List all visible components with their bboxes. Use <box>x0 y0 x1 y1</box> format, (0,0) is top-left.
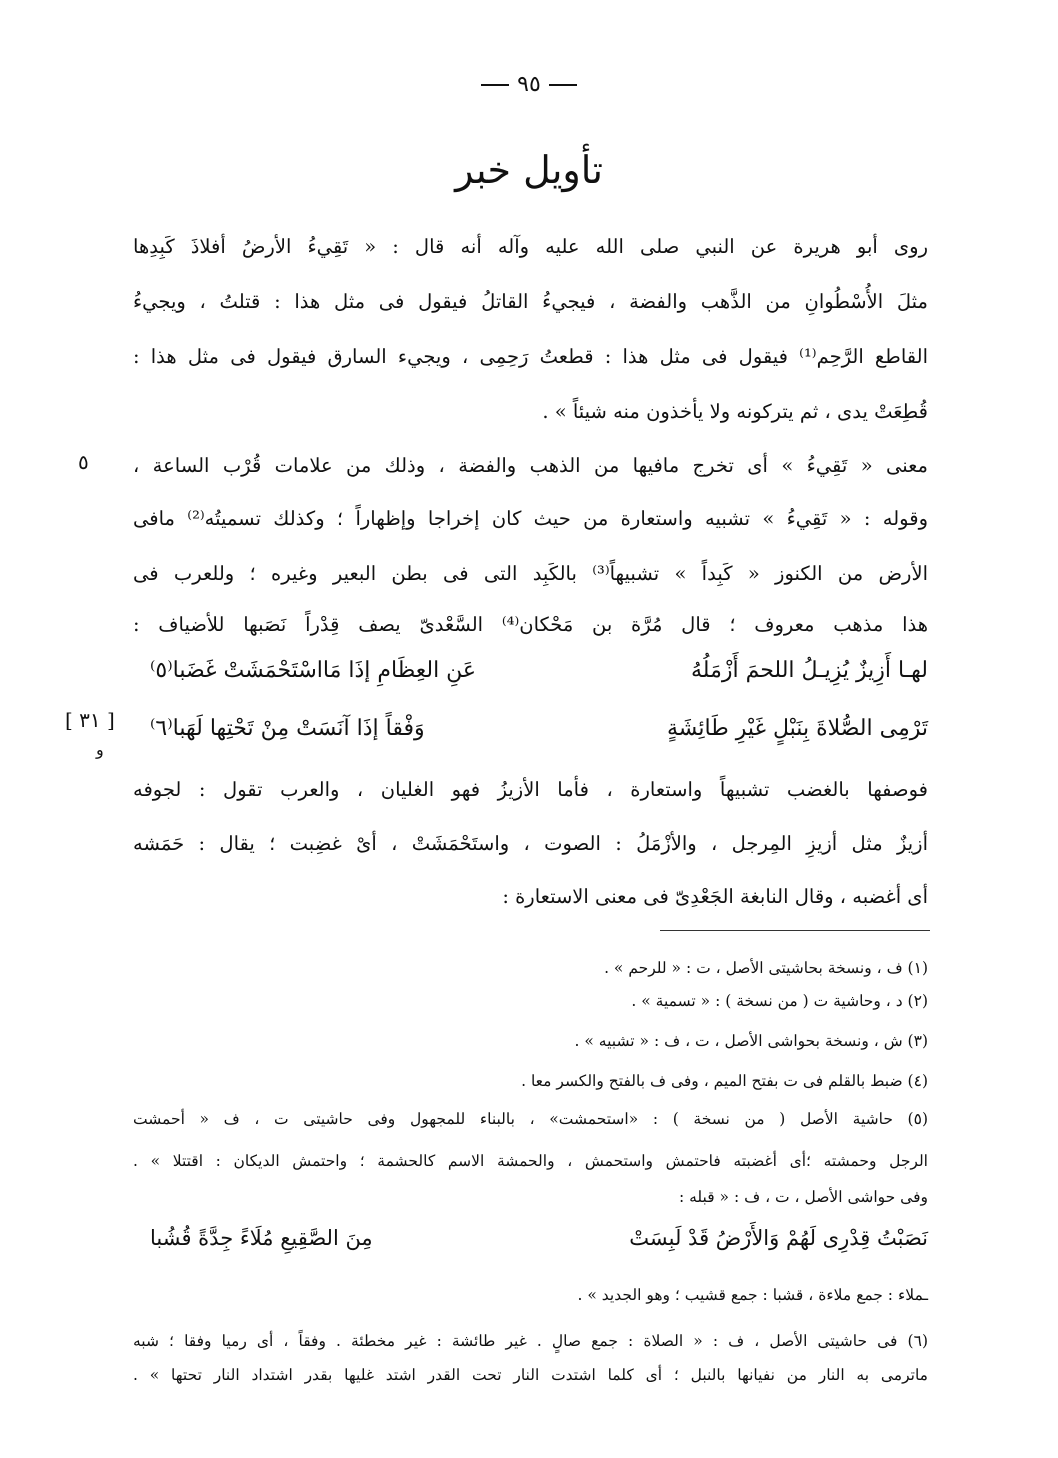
margin-manuscript-ref: [ ٣١ ] <box>65 708 115 732</box>
verse-line <box>150 716 928 756</box>
page-number: ٩٥ <box>0 72 1058 97</box>
footnote-verse <box>150 1226 928 1260</box>
footnote-separator <box>660 930 930 931</box>
section-title: تأويل خبر <box>455 148 603 192</box>
verse-hemistich-second: عَنِ العِظَامِ إذَا مَااسْتَحْمَشَتْ غَضَبا⁽٥⁾ <box>150 658 477 683</box>
body-line: وقوله : « تَقِيءُ » تشبيه واستعارة من حيث كان إخراجا وإظهاراً ؛ وكذلك تسميتُه⁽²⁾ مافى <box>133 507 928 530</box>
page-number-dash-right <box>549 84 577 86</box>
body-line: أى أغضبه ، وقال النابغة الجَعْدِىّ فى معنى الاستعارة : <box>502 885 928 908</box>
body-line: الأرض من الكنوز « كَبِداً » تشبيهاً⁽³⁾ بالكَبِد التى فى بطن البعير وغيره ؛ وللعرب فى <box>133 562 928 585</box>
footnote: الرجل وحمشته ؛أى أغضبته فاحتمش واستحمش ، والحمشة الاسم كالحشمة ؛ واحتمش الديكان : اقتتلا » . <box>133 1152 928 1170</box>
margin-line-number: ٥ <box>78 450 89 474</box>
footnote: (٤) ضبط بالقلم فى ت بفتح الميم ، وفى ف بالفتح والكسر معا . <box>521 1072 928 1090</box>
footnote: (٦) فى حاشيتى الأصل ، ف : « الصلاة : جمع صالٍ . غير طائشة : غير مخطئة . وفقاً ، أى رميا وفقا ؛ شبه <box>133 1332 928 1350</box>
body-line: قُطِعَتْ يدى ، ثم يتركونه ولا يأخذون منه شيئاً » . <box>542 400 928 423</box>
margin-manuscript-ref-side: و <box>96 740 104 759</box>
body-line: فوصفها بالغضب تشبيهاً واستعارة ، فأما الأزيزُ فهو الغليان ، والعرب تقول : لجوفه <box>133 778 928 801</box>
body-line: القاطع الرَّحِم⁽¹⁾ فيقول فى مثل هذا : قطعتُ رَحِمِى ، ويجيء السارق فيقول فى مثل هذا : <box>133 345 928 368</box>
verse-hemistich-first: تَرْمِى الصُّلاةَ بِنَبْلٍ غَيْرِ طَائِشَةٍ <box>666 716 928 741</box>
footnote: ماترمى به النار من نفيانها بالنبل ؛ أى كلما اشتدت النار تحت القدر اشتد غليها بقدر اشتداد النار تحتها » . <box>133 1366 928 1384</box>
verse-line <box>150 658 928 698</box>
body-line: مثلَ الأُسْطُوانِ من الذَّهب والفضة ، فيجيءُ القاتلُ فيقول فى مثل هذا : قتلتُ ، ويجيءُ <box>133 290 928 313</box>
footnote: (١) ف ، ونسخة بحاشيتى الأصل ، ت : « للرحم » . <box>604 959 928 977</box>
body-line: أزيزٌ مثل أزيزِ المِرجل ، والأزْمَلُ : الصوت ، واستَحْمَشَتْ ، أىْ غضِبت ؛ يقال : حَمَشه <box>133 832 928 855</box>
footnote: ـملاء : جمع ملاءة ، قشبا : جمع قشيب ؛ وهو الجديد » . <box>577 1286 928 1304</box>
body-line: معنى « تَقِيءُ » أى تخرج مافيها من الذهب والفضة ، وذلك من علامات قُرْب الساعة ، <box>133 454 928 477</box>
verse-hemistich-first: نَصَبْتُ قِدْرِى لَهُمْ وَالأَرْضُ قَدْ لَبِسَتْ <box>629 1226 928 1250</box>
verse-hemistich-first: لهـا أَزِيزٌ يُزِيـلُ اللحمَ أَزْمَلُهُ <box>691 658 928 683</box>
footnote: (٣) ش ، ونسخة بحواشى الأصل ، ت ، ف : « تشبيه » . <box>574 1032 928 1050</box>
body-line: هذا مذهب معروف ؛ قال مُرَّة بن مَحْكان⁽⁴⁾ السَّعْدىّ يصف قِدْراً نَصَبها للأضياف : <box>133 613 929 636</box>
footnote: وفى حواشى الأصل ، ت ، ف : « قبله : <box>678 1188 928 1206</box>
footnote: (٥) حاشية الأصل ( من نسخة ) : «استحمشت» ، بالبناء للمجهول وفى حاشيتى ت ، ف « أحمشت <box>133 1110 928 1128</box>
body-line: روى أبو هريرة عن النبي صلى الله عليه وآله أنه قال : « تَقِيءُ الأرضُ أفلاذَ كَبِدِها <box>133 235 928 258</box>
page-number-dash-left <box>481 84 509 86</box>
verse-hemistich-second: وَفْقاً إذَا آنَسَتْ مِنْ تَحْتِها لَهَبا⁽٦⁾ <box>150 716 425 741</box>
verse-hemistich-second: مِنَ الصَّقِيعِ مُلَاءً جِدَّةً قُشُبا <box>150 1226 373 1250</box>
footnote: (٢) د ، وحاشية ت ( من نسخة ) : « تسمية » . <box>631 992 928 1010</box>
